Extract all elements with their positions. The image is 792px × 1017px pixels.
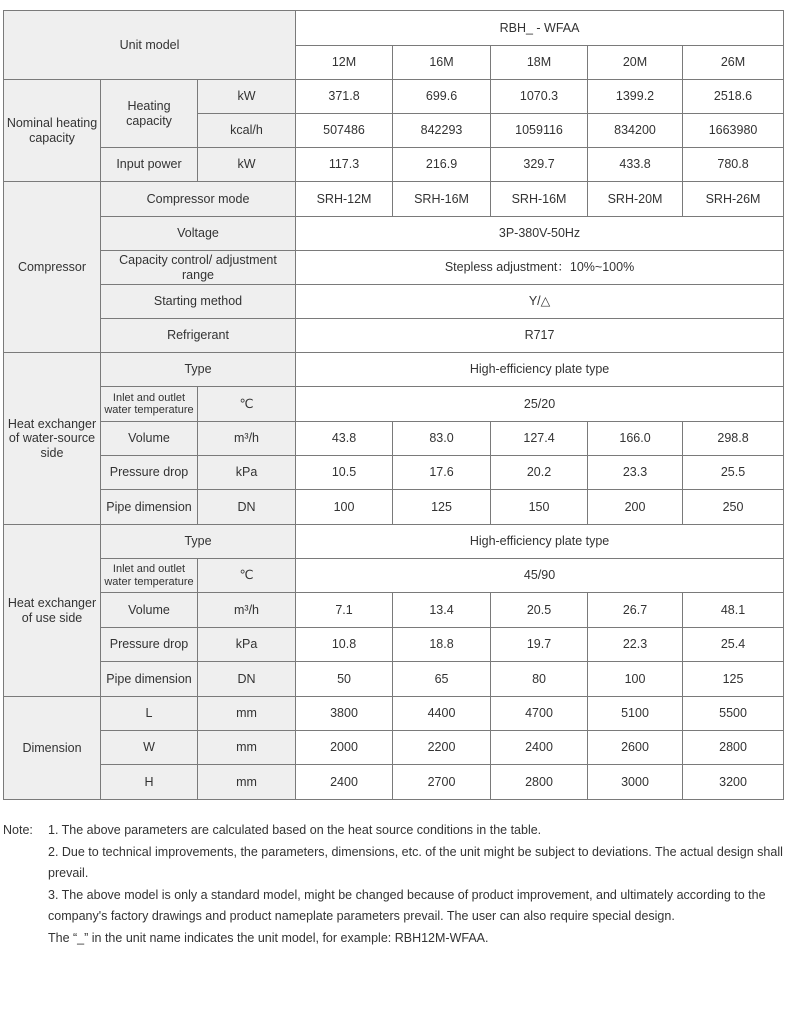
value-cell: 2800 [683,731,784,765]
value-cell: 2700 [393,765,491,800]
table-row [4,628,784,662]
inlet-outlet-label: Inlet and outlet water temperature [101,559,198,593]
table-row [4,353,784,387]
use-side-group-label: Heat exchanger of use side [4,525,101,697]
table-row [4,251,784,285]
volume-label: Volume [101,422,198,456]
value-cell: 25.5 [683,456,784,490]
value-cell: 150 [491,490,588,525]
value-cell: SRH-16M [393,182,491,217]
height-label: H [101,765,198,800]
table-row [4,456,784,490]
inlet-outlet-value: 45/90 [296,559,784,593]
unit-model-label: Unit model [4,11,296,80]
unit-cell: ℃ [198,387,296,422]
value-cell: SRH-20M [588,182,683,217]
table-row [4,285,784,319]
value-cell: 10.5 [296,456,393,490]
value-cell: 20.5 [491,593,588,628]
unit-cell: kPa [198,456,296,490]
value-cell: 13.4 [393,593,491,628]
unit-cell: kW [198,148,296,182]
unit-cell: ℃ [198,559,296,593]
value-cell: 250 [683,490,784,525]
starting-method-value: Y/△ [296,285,784,319]
unit-cell: kPa [198,628,296,662]
model-cell: 16M [393,46,491,80]
unit-cell: kW [198,80,296,114]
value-cell: 18.8 [393,628,491,662]
value-cell: 699.6 [393,80,491,114]
value-cell: 4400 [393,697,491,731]
value-cell: 3000 [588,765,683,800]
table-row [4,182,784,217]
value-cell: 780.8 [683,148,784,182]
table-row [4,80,784,114]
starting-method-label: Starting method [101,285,296,319]
note-text: 1. The above parameters are calculated based on the heat source conditions in the table. [48,823,542,837]
table-row [4,490,784,525]
value-cell: 48.1 [683,593,784,628]
unit-cell: DN [198,490,296,525]
value-cell: 117.3 [296,148,393,182]
heating-capacity-label: Heating capacity [101,80,198,148]
note-label: Note: [3,823,33,837]
value-cell: 125 [393,490,491,525]
value-cell: 329.7 [491,148,588,182]
unit-cell: mm [198,765,296,800]
nominal-group-label: Nominal heating capacity [4,80,101,182]
unit-cell: kcal/h [198,114,296,148]
model-cell: 20M [588,46,683,80]
value-cell: 5500 [683,697,784,731]
table-row [4,559,784,593]
value-cell: 22.3 [588,628,683,662]
capacity-control-value: Stepless adjustment：10%~100% [296,251,784,285]
value-cell: 507486 [296,114,393,148]
value-cell: 433.8 [588,148,683,182]
voltage-label: Voltage [101,217,296,251]
value-cell: 10.8 [296,628,393,662]
pipe-dimension-label: Pipe dimension [101,662,198,697]
value-cell: 1070.3 [491,80,588,114]
value-cell: 25.4 [683,628,784,662]
value-cell: 1663980 [683,114,784,148]
pipe-dimension-label: Pipe dimension [101,490,198,525]
table-row [4,593,784,628]
capacity-control-label: Capacity control/ adjustment range [101,251,296,285]
value-cell: 216.9 [393,148,491,182]
note-1 [3,820,788,842]
value-cell: SRH-26M [683,182,784,217]
value-cell: 2200 [393,731,491,765]
value-cell: 1059116 [491,114,588,148]
value-cell: 17.6 [393,456,491,490]
model-cell: 12M [296,46,393,80]
type-value: High-efficiency plate type [296,525,784,559]
refrigerant-value: R717 [296,319,784,353]
value-cell: 4700 [491,697,588,731]
value-cell: 83.0 [393,422,491,456]
value-cell: 2400 [491,731,588,765]
type-label: Type [101,353,296,387]
voltage-value: 3P-380V-50Hz [296,217,784,251]
table-row [4,387,784,422]
unit-cell: mm [198,731,296,765]
value-cell: 371.8 [296,80,393,114]
note-2: 2. Due to technical improvements, the parameters, dimensions, etc. of the unit might be subject to deviations. The actual design shall prevail. [48,844,783,880]
value-cell: 26.7 [588,593,683,628]
table-row [4,731,784,765]
value-cell: 1399.2 [588,80,683,114]
value-cell: 5100 [588,697,683,731]
value-cell: 842293 [393,114,491,148]
compressor-mode-label: Compressor mode [101,182,296,217]
value-cell: SRH-12M [296,182,393,217]
type-label: Type [101,525,296,559]
pressure-drop-label: Pressure drop [101,628,198,662]
value-cell: 2800 [491,765,588,800]
value-cell: 3800 [296,697,393,731]
table-row [4,697,784,731]
volume-label: Volume [101,593,198,628]
refrigerant-label: Refrigerant [101,319,296,353]
value-cell: 100 [588,662,683,697]
table-row [4,148,784,182]
notes-section [3,820,788,949]
inlet-outlet-label: Inlet and outlet water temperature [101,387,198,422]
table-row [4,662,784,697]
value-cell: 166.0 [588,422,683,456]
value-cell: 2518.6 [683,80,784,114]
value-cell: 50 [296,662,393,697]
unit-cell: m³/h [198,422,296,456]
value-cell: SRH-16M [491,182,588,217]
dimension-group-label: Dimension [4,697,101,800]
table-row [4,217,784,251]
value-cell: 20.2 [491,456,588,490]
table-row [4,525,784,559]
value-cell: 80 [491,662,588,697]
input-power-label: Input power [101,148,198,182]
note-4: The “_” in the unit name indicates the unit model, for example: RBH12M-WFAA. [48,930,489,945]
value-cell: 127.4 [491,422,588,456]
unit-cell: mm [198,697,296,731]
value-cell: 2600 [588,731,683,765]
value-cell: 125 [683,662,784,697]
value-cell: 200 [588,490,683,525]
spec-table [3,10,784,800]
value-cell: 19.7 [491,628,588,662]
header-row [4,11,784,46]
value-cell: 43.8 [296,422,393,456]
inlet-outlet-value: 25/20 [296,387,784,422]
value-cell: 23.3 [588,456,683,490]
model-cell: 26M [683,46,784,80]
compressor-group-label: Compressor [4,182,101,353]
value-cell: 298.8 [683,422,784,456]
unit-cell: DN [198,662,296,697]
length-label: L [101,697,198,731]
value-cell: 65 [393,662,491,697]
value-cell: 834200 [588,114,683,148]
water-side-group-label: Heat exchanger of water-source side [4,353,101,525]
series-name: RBH_ - WFAA [296,11,784,46]
model-cell: 18M [491,46,588,80]
unit-cell: m³/h [198,593,296,628]
value-cell: 3200 [683,765,784,800]
note-3: 3. The above model is only a standard model, might be changed because of product improvement, and ultimately according to the company's factory drawings and product nameplate parameters prevail. The user can also require special design. [48,887,766,923]
table-row [4,422,784,456]
type-value: High-efficiency plate type [296,353,784,387]
table-row [4,765,784,800]
width-label: W [101,731,198,765]
pressure-drop-label: Pressure drop [101,456,198,490]
value-cell: 2400 [296,765,393,800]
value-cell: 2000 [296,731,393,765]
table-row [4,319,784,353]
value-cell: 100 [296,490,393,525]
value-cell: 7.1 [296,593,393,628]
